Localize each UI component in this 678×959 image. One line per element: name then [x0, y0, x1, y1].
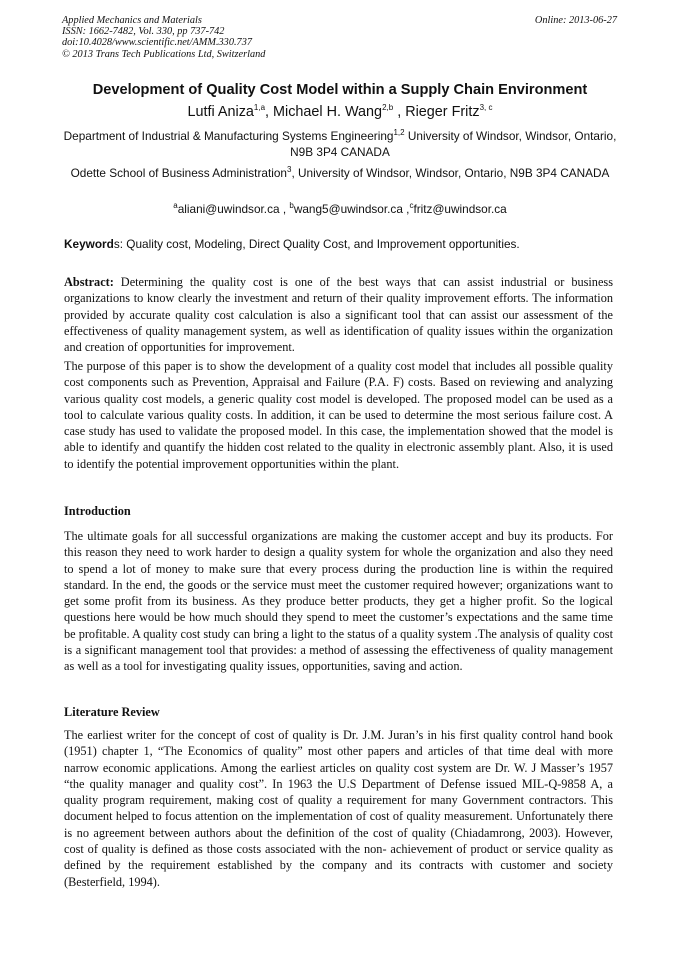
email-sup: a [173, 201, 178, 211]
journal-header [62, 15, 617, 60]
author-name: Lutfi Aniza [187, 104, 254, 120]
email-link[interactable]: aliani@uwindsor.ca [177, 202, 280, 216]
keywords-label-rest: s: [113, 237, 124, 251]
doi-line: doi:10.4028/www.scientific.net/AMM.330.737 [62, 37, 252, 49]
keywords-text: Quality cost, Modeling, Direct Quality Cost, and Improvement opportunities. [123, 237, 520, 251]
keywords-label: Keyword [64, 237, 114, 251]
affiliation-sup: 1,2 [393, 128, 405, 138]
author-sup: 1,a [253, 103, 266, 113]
affiliation-text: Department of Industrial & Manufacturing Systems Engineering [63, 129, 394, 143]
affiliation-2 [60, 166, 620, 182]
introduction-paragraph: The ultimate goals for all successful organizations are making the customer accept and buy its products. For this reason they need to work harder to design a quality system for whole the organization and also they need to spend a lot of money to make sure that every process during the production line is within the required standard. In the end, the goods or the service must meet the customer required however; organizations want to get some profit from its business. As they produce better products, they get a higher profit. So the logical questions here would be how much should they spend to meet the customer’s expectations and the same time be profitable. A quality cost study can bring a light to the status of a quality system .The analysis of quality cost is a significant management tool that provides: a method of assessing the effectiveness of quality management as well as a tool for investigating quality issues, opportunities, saving and action. [64, 529, 613, 674]
introduction-heading: Introduction [64, 504, 131, 518]
affiliation-text: , University of Windsor, Windsor, Ontario, N9B 3P4 CANADA [291, 166, 610, 180]
journal-name: Applied Mechanics and Materials [62, 15, 202, 26]
abstract-label: Abstract: [64, 275, 114, 289]
abstract-text: Determining the quality cost is one of the best ways that can assist industrial or business organizations to know clearly the investment and return of their quality improvement efforts. The information provided by accurate quality cost calculation is also a significant tool that can assist our assessment of the effectiveness of quality management system, as well as identification of quality issues within the organization and creation of opportunities for improvement. [64, 275, 613, 355]
keywords-line [64, 237, 616, 251]
paper-title: Development of Quality Cost Model within a Supply Chain Environment [92, 82, 588, 98]
issn-line: ISSN: 1662-7482, Vol. 330, pp 737-742 [62, 26, 225, 38]
email-link[interactable]: wang5@uwindsor.ca [293, 202, 403, 216]
email-link[interactable]: fritz@uwindsor.ca [413, 202, 507, 216]
author-sup: 2,b [382, 103, 394, 113]
affiliation-text: University of Windsor, Windsor, Ontario, N9B 3P4 CANADA [290, 129, 617, 159]
author-list: Lutfi Aniza$^{1,a}$, Michael H. Wang$^{2,b}$ , Rieger Fritz$^{3, c}$ [187, 103, 493, 120]
copyright-line: © 2013 Trans Tech Publications Ltd, Switzerland [62, 48, 266, 60]
author-name: Michael H. Wang [273, 104, 383, 120]
email-sup: b [289, 201, 294, 211]
email-list: $^a$aliani@uwindsor.ca , $^b$wang5@uwindsor.ca ,$^c$fritz@uwindsor.ca [173, 201, 507, 216]
author-name: Rieger Fritz [405, 104, 480, 120]
literature-paragraph: The earliest writer for the concept of cost of quality is Dr. J.M. Juran’s in his first quality control hand book (1951) chapter 1, “The Economics of quality” most other papers and articles of that time deal with more narrow economic applications. Among the earliest articles on quality cost system are Dr. W. J Masser’s 1957 “the quality manager and quality cost”. In 1963 the U.S Department of Defense issued MIL-Q-9858 A, a quality program requirement, making cost of quality a requirement for many Government contractors. This document helped to focus attention on the implementation of cost of quality measurement. Unfortunately there is no agreement between authors about the definition of the cost of quality (Chiadamrong, 2003). However, cost of quality is defined as those costs associated with the non- achievement of product or service quality as defined by the requirement established by the company and its contracts with customer and society (Besterfield, 1994). [64, 728, 613, 889]
author-sup: 3, c [479, 103, 493, 113]
affiliation-sup: 3 [286, 165, 292, 175]
affiliation-text: Odette School of Business Administration [70, 166, 287, 180]
literature-heading: Literature Review [64, 705, 160, 719]
abstract-paragraph-2: The purpose of this paper is to show the development of a quality cost model that includes all possible quality cost components such as Prevention, Appraisal and Failure (P.A. F) costs. Based on reviewing and analyzing various quality cost models, a generic quality cost model is developed. The proposed model can be used as a tool to calculate various quality costs. In addition, it can be used to determine the most serious failure cost. A case study has used to validate the proposed model. In this case, the implementation showed that the model is able to identify and quantify the hidden cost related to the quality in electronic assembly plant. Also, it is used to identify the potential improvement opportunities within the plant. [64, 359, 613, 471]
abstract-paragraph [64, 274, 613, 355]
email-sup: c [409, 201, 414, 211]
affiliation-1 [60, 129, 620, 160]
online-date: Online: 2013-06-27 [534, 15, 617, 26]
